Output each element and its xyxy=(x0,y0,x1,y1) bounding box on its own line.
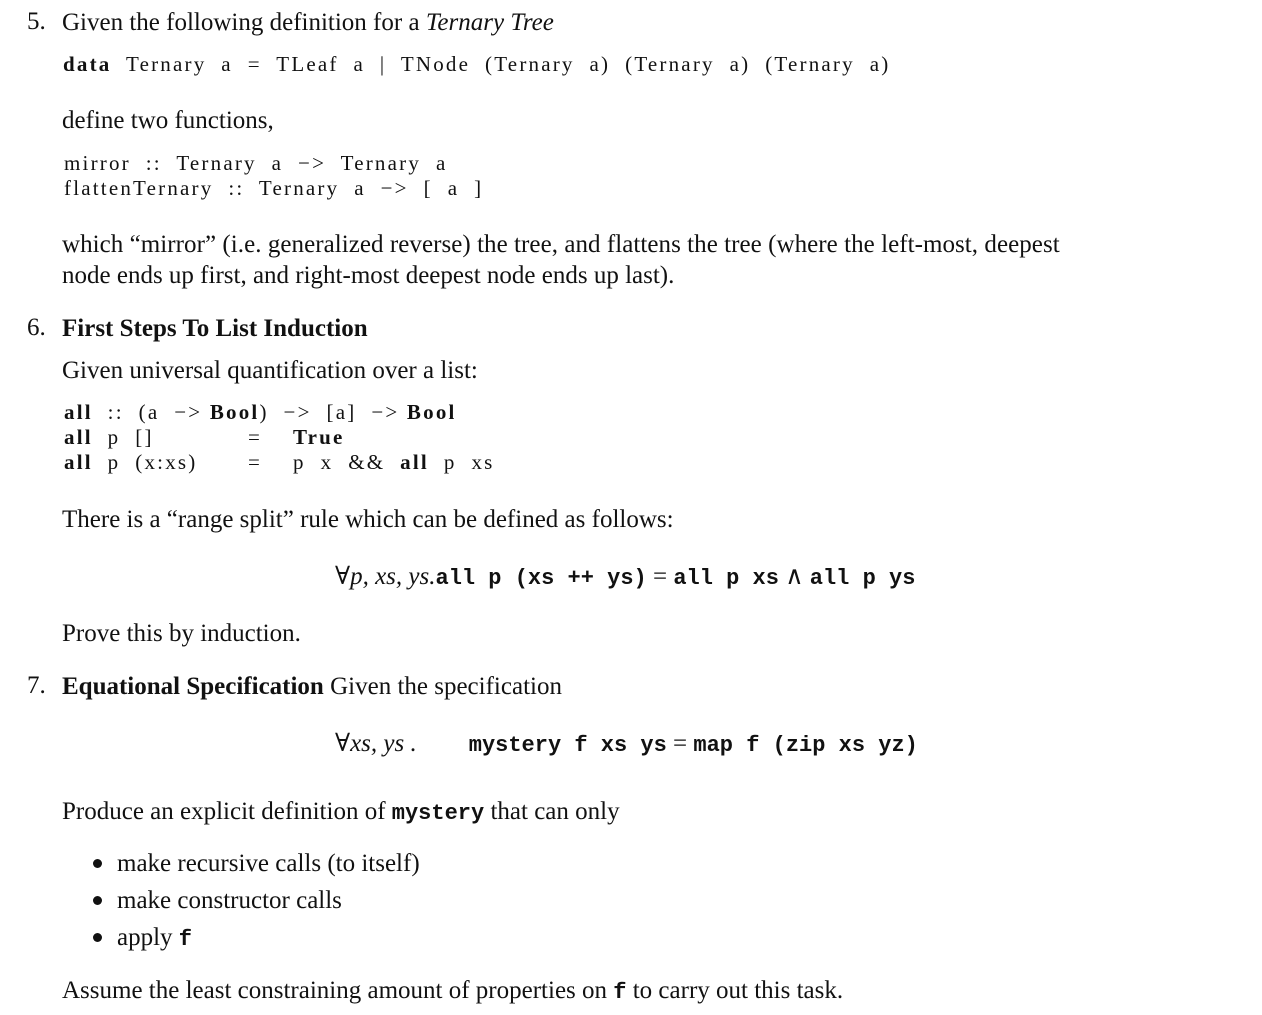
all-keyword: all xyxy=(400,450,429,474)
all-keyword: all xyxy=(64,425,93,449)
prove-by-induction: Prove this by induction. xyxy=(62,620,301,647)
question-5-description-line1: which “mirror” (i.e. generalized reverse) the tree, and flattens the tree (where the left-most, deepest xyxy=(62,231,1060,258)
produce-text-post: that can only xyxy=(484,798,620,825)
all-cons-clause-lhs xyxy=(64,450,197,475)
formula-equals: = xyxy=(646,563,674,590)
all-cons-args: p (x:xs) xyxy=(92,450,198,474)
mystery-code: mystery xyxy=(391,801,485,826)
all-cons-rhs-b: p xs xyxy=(428,450,495,474)
range-split-formula xyxy=(335,561,915,592)
flatten-signature: flattenTernary :: Ternary a −> [ a ] xyxy=(64,176,484,200)
forall-variables: ∀p, xs, ys. xyxy=(335,563,436,590)
produce-text-pre: Produce an explicit definition of xyxy=(62,798,392,825)
data-definition-body xyxy=(111,52,126,76)
question-7-title: Equational Specification xyxy=(62,673,324,700)
data-definition-rest: Ternary a = TLeaf a | TNode (Ternary a) (Ternary a) (Ternary a) xyxy=(126,52,891,76)
f-code: f xyxy=(613,980,627,1005)
ternary-data-definition xyxy=(63,52,890,77)
question-5-number: 5. xyxy=(27,8,46,35)
all-empty-clause-lhs xyxy=(64,425,154,450)
formula-equals: = xyxy=(666,730,694,757)
question-7-heading xyxy=(62,671,562,702)
mirror-signature: mirror :: Ternary a −> Ternary a xyxy=(64,151,448,175)
bool-type: Bool xyxy=(406,400,457,424)
bullet-text: apply xyxy=(117,924,179,951)
bullet-icon xyxy=(93,933,102,942)
bullet-text: make constructor calls xyxy=(117,887,342,914)
question-7-number: 7. xyxy=(27,672,46,699)
produce-definition xyxy=(62,796,620,829)
formula-lhs: all p (xs ++ ys) xyxy=(435,566,647,591)
bullet-item xyxy=(93,922,192,955)
formula-rhs-right: all p ys xyxy=(809,566,916,591)
bullet-item xyxy=(93,885,342,916)
question-6-number: 6. xyxy=(27,314,46,341)
formula-lhs: mystery f xs ys xyxy=(468,733,667,758)
all-signature-part-b: ) −> [a] −> xyxy=(259,400,407,424)
assume-text-pre: Assume the least constraining amount of properties on xyxy=(62,977,614,1004)
define-two-functions: define two functions, xyxy=(62,107,274,134)
all-empty-args: p [] xyxy=(92,425,154,449)
question-5-intro-italic: Ternary Tree xyxy=(425,9,554,36)
data-keyword: data xyxy=(63,52,112,76)
bullet-icon xyxy=(93,859,102,868)
question-5-intro-text: Given the following definition for a xyxy=(62,9,426,36)
true-literal: True xyxy=(293,425,345,449)
range-split-intro: There is a “range split” rule which can be defined as follows: xyxy=(62,506,674,533)
assume-text-post: to carry out this task. xyxy=(626,977,844,1004)
all-cons-clause-rhs xyxy=(293,450,495,475)
bullet-text: make recursive calls (to itself) xyxy=(117,850,420,877)
assume-text xyxy=(62,975,843,1008)
bool-type: Bool xyxy=(209,400,260,424)
question-7-intro: Given the specification xyxy=(323,673,562,700)
bullet-item xyxy=(93,848,420,879)
all-keyword: all xyxy=(64,400,93,424)
all-empty-clause-eq: = xyxy=(248,425,263,449)
question-6-intro: Given universal quantification over a list: xyxy=(62,357,478,384)
all-cons-clause-eq: = xyxy=(248,450,263,474)
formula-rhs-left: all p xs xyxy=(673,566,779,591)
mystery-spec-formula xyxy=(335,728,918,759)
f-code: f xyxy=(178,927,192,952)
bullet-icon xyxy=(93,896,102,905)
all-type-signature xyxy=(64,400,457,425)
all-signature-part-a: :: (a −> xyxy=(92,400,210,424)
all-cons-rhs-a: p x && xyxy=(293,450,401,474)
question-6-title: First Steps To List Induction xyxy=(62,315,368,342)
logical-and: ∧ xyxy=(778,563,810,590)
all-keyword: all xyxy=(64,450,93,474)
question-5-intro xyxy=(62,7,554,38)
formula-rhs: map f (zip xs yz) xyxy=(693,733,918,758)
forall-variables: ∀xs, ys . xyxy=(335,730,417,757)
question-5-description-line2: node ends up first, and right-most deepest node ends up last). xyxy=(62,262,675,289)
